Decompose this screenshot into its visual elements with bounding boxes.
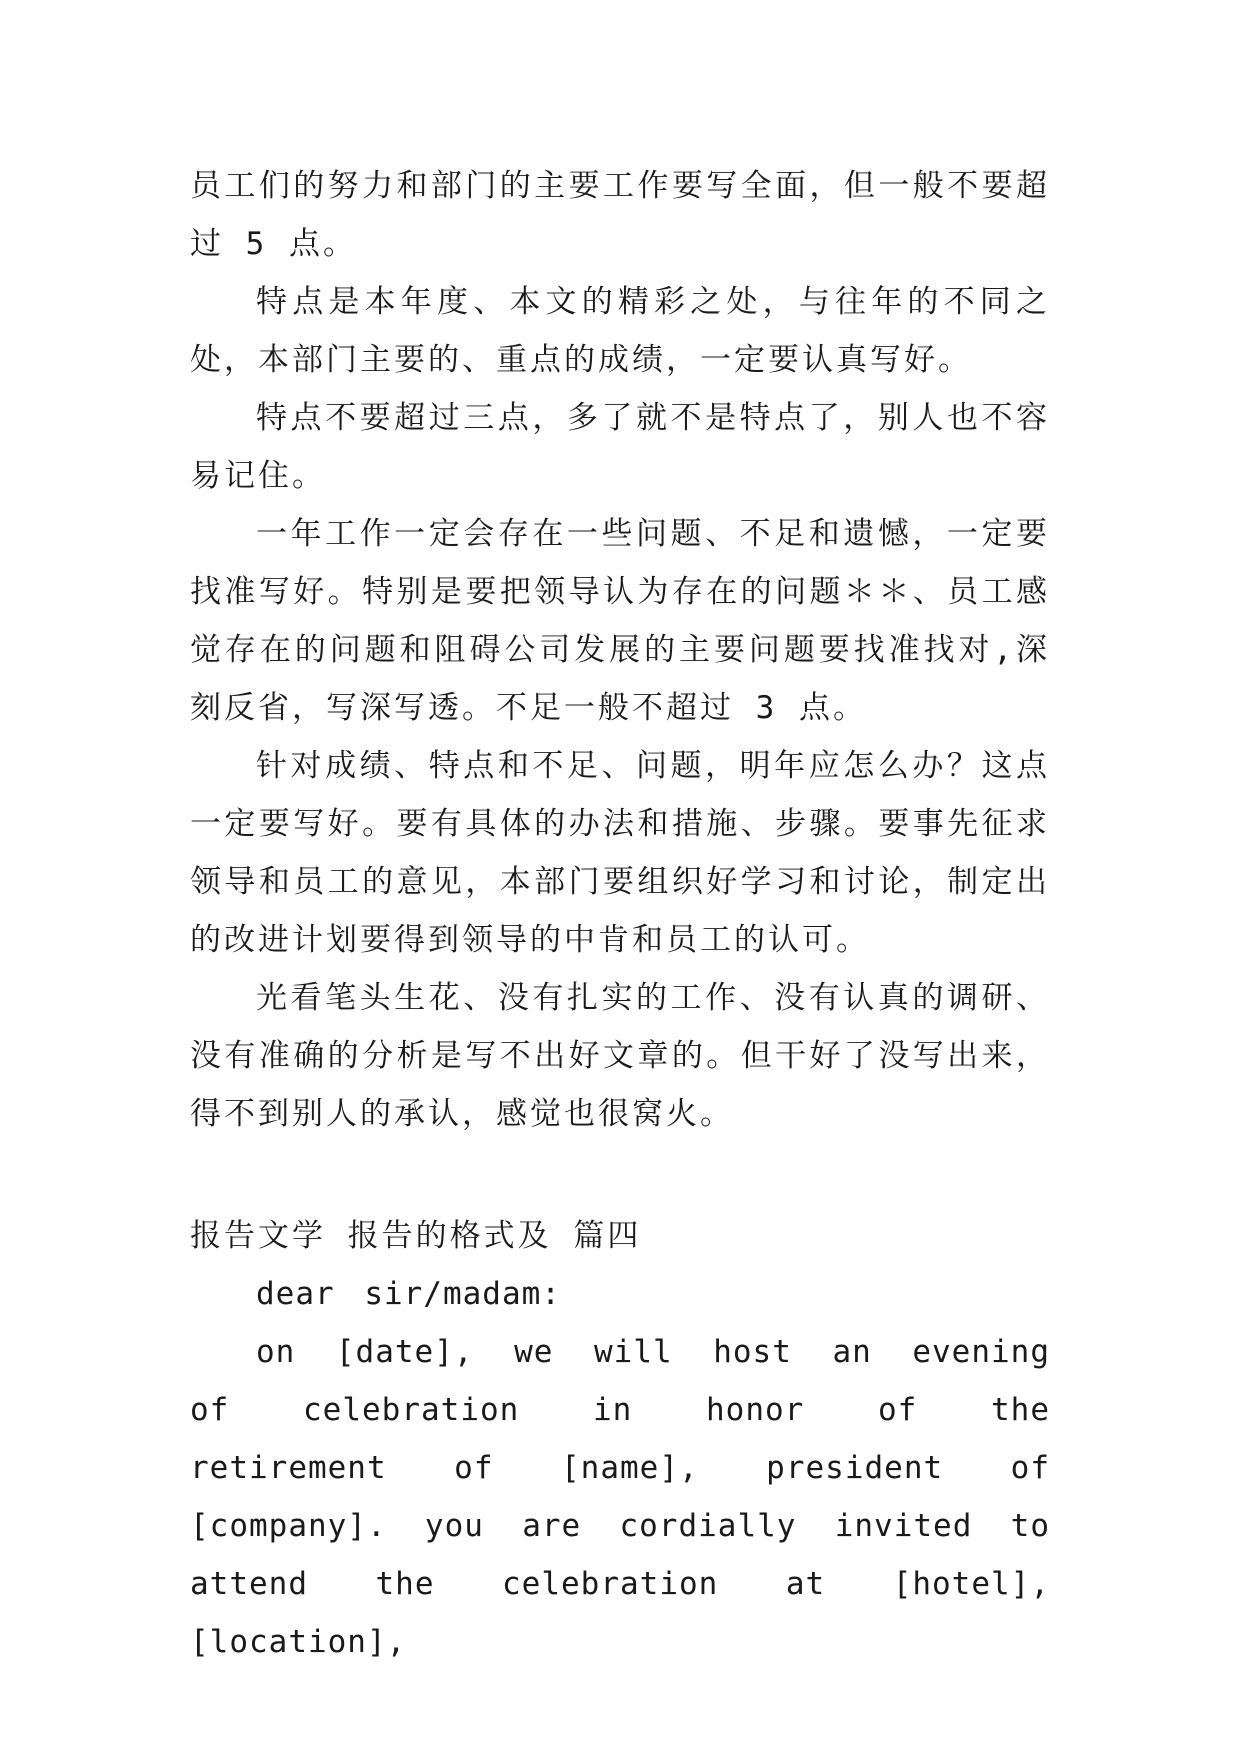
paragraph-2: 特点是本年度、本文的精彩之处，与往年的不同之处，本部门主要的、重点的成绩，一定要认真写好。 — [190, 284, 1050, 378]
paragraph-3: 特点不要超过三点，多了就不是特点了，别人也不容易记住。 — [190, 400, 1050, 494]
paragraph-5: 针对成绩、特点和不足、问题，明年应怎么办？这点一定要写好。要有具体的办法和措施、步骤。要事先征求领导和员工的意见，本部门要组织好学习和讨论，制定出的改进计划要得到领导的中肯和员工的认可。 — [190, 748, 1050, 958]
letter-body: on [date], we will host an evening of celebration in honor of the retirement of [name], president of [company]. you are cordially invited to attend the celebration at [hotel], [location], — [190, 1334, 1050, 1660]
paragraph-4: 一年工作一定会存在一些问题、不足和遗憾，一定要找准写好。特别是要把领导认为存在的问题＊＊、员工感觉存在的问题和阻碍公司发展的主要问题要找准找对,深刻反省，写深写透。不足一般不超过 3 点。 — [190, 516, 1050, 726]
document-body — [190, 157, 1050, 1671]
paragraph-6: 光看笔头生花、没有扎实的工作、没有认真的调研、没有准确的分析是写不出好文章的。但干好了没写出来，得不到别人的承认，感觉也很窝火。 — [190, 980, 1050, 1132]
letter-salutation: dear sir/madam: — [256, 1276, 561, 1312]
section-heading: 报告文学 报告的格式及 篇四 — [190, 1218, 642, 1254]
paragraph-1: 员工们的努力和部门的主要工作要写全面，但一般不要超过 5 点。 — [190, 168, 1050, 262]
